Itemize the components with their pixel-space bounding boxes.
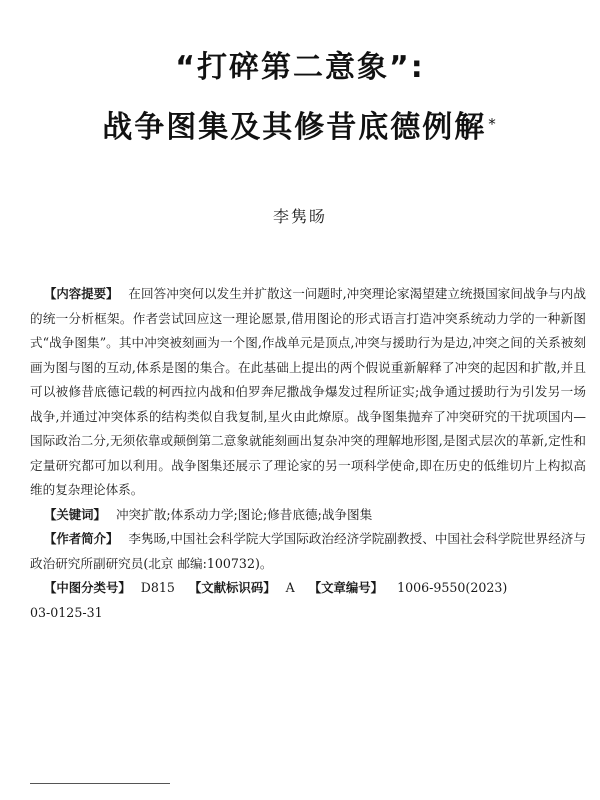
- author-name: 李隽旸: [272, 207, 327, 226]
- classification-line-2: [30, 601, 586, 626]
- article-number-value-1: 1006-9550(2023): [397, 580, 508, 595]
- title-line-2: [0, 108, 600, 148]
- author-bio-paragraph: [30, 527, 586, 576]
- doc-code-label: 【文献标识码】: [188, 580, 276, 595]
- keywords-label: 【关键词】: [44, 506, 106, 522]
- article-number-value-2: 03-0125-31: [30, 604, 103, 620]
- doc-code-value: A: [285, 580, 295, 595]
- footnote-divider: [30, 783, 170, 784]
- author-bio-label: 【作者简介】: [44, 531, 119, 546]
- clc-value: D815: [140, 580, 175, 595]
- article-number-label: 【文章编号】: [308, 580, 384, 595]
- abstract-label: 【内容提要】: [44, 286, 119, 301]
- title-footnote-mark: *: [488, 115, 498, 133]
- title-line-1: [0, 48, 600, 88]
- keywords-paragraph: [30, 503, 586, 528]
- author-bio-text: 李隽旸,中国社会科学院大学国际政治经济学院副教授、中国社会科学院世界经济与政治研究所副研究员(北京 邮编:100732)。: [30, 531, 586, 571]
- clc-label: 【中图分类号】: [44, 580, 131, 595]
- abstract-text: 在回答冲突何以发生并扩散这一问题时,冲突理论家渴望建立统摄国家间战争与内战的统一分析框架。作者尝试回应这一理论愿景,借用图论的形式语言打造冲突系统动力学的一种新图式“战争图集”。其中冲突被刻画为一个图,作战单元是顶点,冲突与援助行为是边,冲突之间的关系被刻画为图与图的互动,体系是图的集合。在此基础上提出的两个假说重新解释了冲突的起因和扩散,并且可以被修昔底德记载的柯西拉内战和伯罗奔尼撒战争爆发过程所证实;战争通过援助行为引发另一场战争,并通过冲突体系的结构类似自我复制,星火由此燎原。战争图集抛弃了冲突研究的干扰项国内—国际政治二分,无须依靠或颠倒第二意象就能刻画出复杂冲突的理解地形图,是图式层次的革新,定性和定量研究都可加以利用。战争图集还展示了理论家的另一项科学使命,即在历史的低维切片上构拟高维的复杂理论体系。: [30, 286, 586, 497]
- keywords-text: 冲突扩散;体系动力学;图论;修昔底德;战争图集: [115, 506, 373, 522]
- title-line-1-text: “打碎第二意象”:: [175, 50, 425, 85]
- classification-line: [30, 576, 586, 601]
- abstract-paragraph: [30, 282, 586, 503]
- front-matter-block: [30, 282, 586, 625]
- title-line-2-text: 战争图集及其修昔底德例解: [102, 110, 487, 145]
